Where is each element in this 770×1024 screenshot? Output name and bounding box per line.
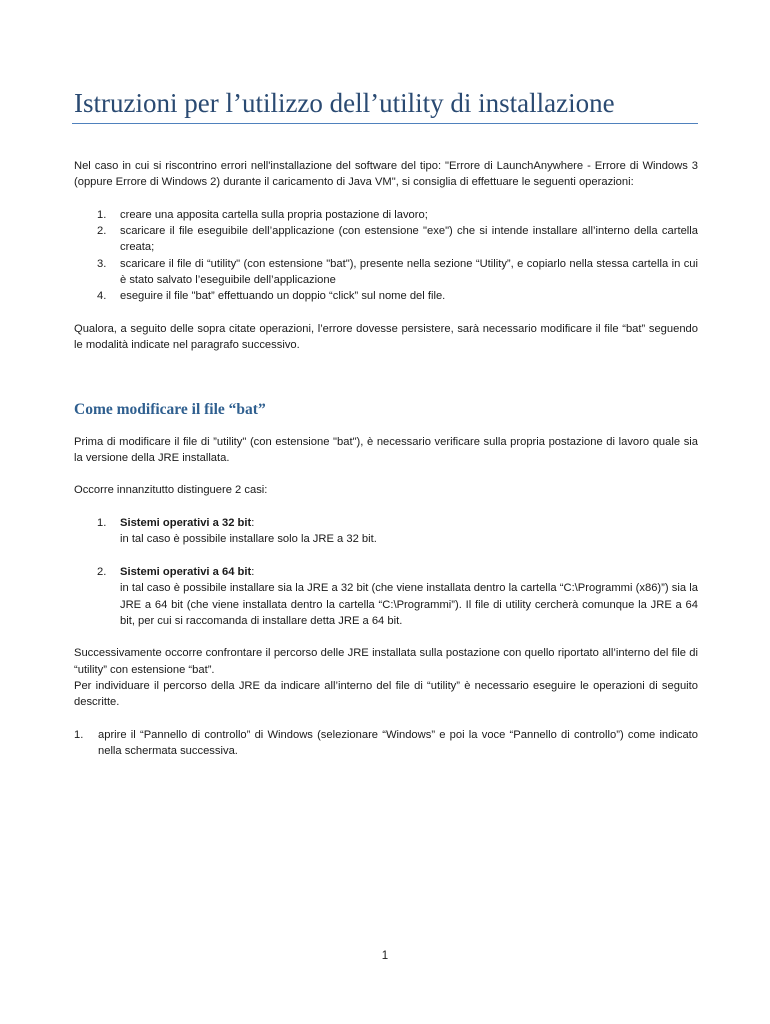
compare-paragraph: Successivamente occorre confrontare il percorso delle JRE installata sulla postazione con quello riportato all’interno del file di “utility” con estensione “bat”. [74,647,698,676]
intro-paragraph: Nel caso in cui si riscontrino errori nell'installazione del software del tipo: "Errore di LaunchAnywhere - Errore di Windows 3 (oppure Errore di Windows 2) durante il caricamento di Java VM", si consiglia di effettuare le seguenti operazioni: [74,160,698,189]
case-description: in tal caso è possibile installare solo la JRE a 32 bit. [120,533,377,546]
list-item [74,727,698,760]
list-item-text: eseguire il file "bat” effettuando un doppio “click” sul nome del file. [120,290,446,303]
page-number: 1 [381,950,389,962]
list-item [74,256,698,289]
list-item-text: creare una apposita cartella sulla propria postazione di lavoro; [120,208,428,221]
list-item [74,564,698,629]
list-number: 2. [97,225,107,238]
after-steps-paragraph: Qualora, a seguito delle sopra citate operazioni, l’errore dovesse persistere, sarà necessario modificare il file “bat” seguendo le modalità indicate nel paragrafo successivo. [74,322,698,352]
case-label-suffix: : [251,565,255,578]
list-number: 1. [97,517,107,530]
section-heading: Come modificare il file “bat” [74,400,266,418]
list-number: 1. [97,208,107,221]
final-steps-list [74,727,698,760]
list-number: 3. [97,257,107,270]
document-title: Istruzioni per l’utilizzo dell’utility di installazione [74,88,615,118]
case-description: in tal caso è possibile installare sia la JRE a 32 bit (che viene installata dentro la cartella “C:\Programmi (x86)”) sia la JRE a 64 bit (che viene installata dentro la cartella “C:\Programmi”). Il file di utility cercherà comunque la JRE a 64 bit, per cui si raccomanda di installare detta JRE a 64 bit. [120,582,698,627]
title-underline [72,123,698,124]
list-number: 2. [97,565,107,578]
list-item [74,207,698,223]
list-number: 1. [74,728,84,741]
list-item-text: aprire il “Pannello di controllo” di Windows (selezionare “Windows” e poi la voce “Pannello di controllo”) come indicato nella schermata successiva. [98,728,698,758]
document-body [74,158,698,760]
case-label: Sistemi operativi a 64 bit [120,565,252,578]
list-item [74,223,698,256]
locate-paragraph: Per individuare il percorso della JRE da indicare all’interno del file di “utility” è necessario eseguire le operazioni di seguito descritte. [74,680,698,709]
list-item [74,515,698,548]
list-item-text: scaricare il file di “utility" (con estensione "bat"), presente nella sezione “Utility”, e copiarlo nella stessa cartella in cui è stato salvato l’eseguibile dell’applicazione [120,257,698,287]
list-item-text: scaricare il file eseguibile dell’applicazione (con estensione "exe") che si intende installare all’interno della cartella creata; [120,225,698,254]
cases-intro-paragraph: Occorre innanzitutto distinguere 2 casi: [74,484,268,497]
case-label-suffix: : [251,517,255,530]
case-label: Sistemi operativi a 32 bit [120,517,252,530]
section-intro-paragraph: Prima di modificare il file di ”utility" (con estensione "bat"), è necessario verificare sulla propria postazione di lavoro quale sia la versione della JRE installata. [74,435,698,464]
steps-list [74,207,698,305]
cases-list [74,515,698,629]
list-item [74,288,698,304]
list-number: 4. [97,290,107,303]
